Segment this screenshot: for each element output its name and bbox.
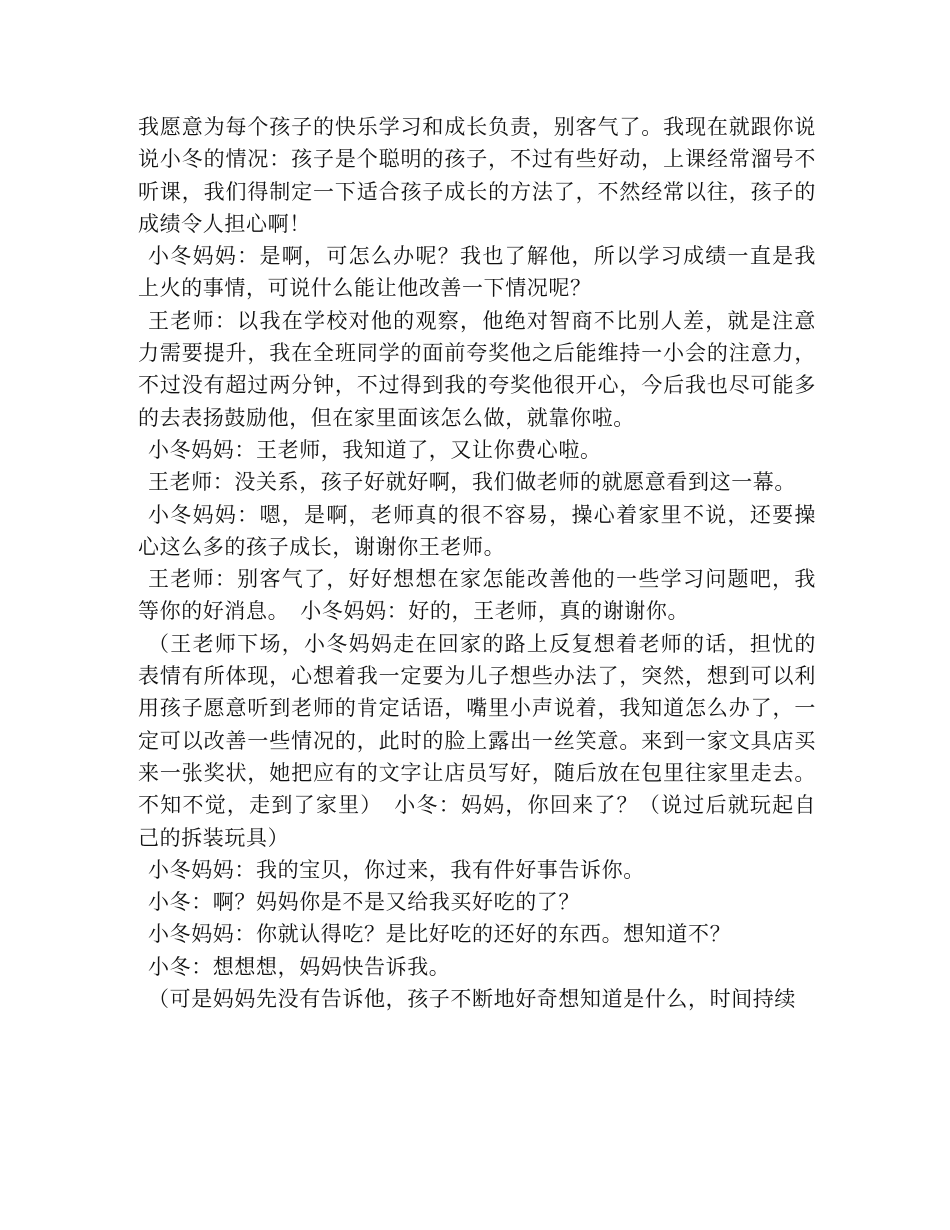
paragraph: 王老师：以我在学校对他的观察，他绝对智商不比别人差，就是注意力需要提升，我在全班同学的面前夸奖他之后能维持一小会的注意力，不过没有超过两分钟，不过得到我的夸奖他很开心，今后我也尽可能多的去表扬鼓励他，但在家里面该怎么做，就靠你啦。	[138, 308, 816, 430]
paragraph: 小冬妈妈：你就认得吃？是比好吃的还好的东西。想知道不？	[148, 922, 732, 947]
paragraph: 小冬妈妈：嗯，是啊，老师真的很不容易，操心着家里不说，还要操心这么多的孩子成长，谢谢你王老师。	[138, 502, 816, 559]
paragraph: （王老师下场，小冬妈妈走在回家的路上反复想着老师的话，担忧的表情有所体现，心想着我一定要为儿子想些办法了，突然，想到可以利用孩子愿意听到老师的肯定话语，嘴里小声说着，我知道怎么办了，一定可以改善一些情况的，此时的脸上露出一丝笑意。来到一家文具店买来一张奖状，她把应有的文字让店员写好，随后放在包里往家里走去。不知不觉，走到了家里） 小冬：妈妈，你回来了？（说过后就玩起自己的拆装玩具）	[138, 631, 816, 850]
paragraph: 小冬：啊？妈妈你是不是又给我买好吃的了？	[148, 890, 580, 915]
paragraph: （可是妈妈先没有告诉他，孩子不断地好奇想知道是什么，时间持续	[148, 987, 796, 1012]
paragraph: 王老师：别客气了，好好想想在家怎能改善他的一些学习问题吧，我等你的好消息。 小冬妈妈：好的，王老师，真的谢谢你。	[138, 567, 816, 624]
paragraph: 小冬妈妈：是啊，可怎么办呢？我也了解他，所以学习成绩一直是我上火的事情，可说什么能让他改善一下情况呢？	[138, 244, 816, 301]
paragraph: 小冬妈妈：王老师，我知道了，又让你费心啦。	[148, 437, 602, 462]
paragraph: 王老师：没关系，孩子好就好啊，我们做老师的就愿意看到这一幕。	[148, 470, 796, 495]
paragraph: 我愿意为每个孩子的快乐学习和成长负责，别客气了。我现在就跟你说说小冬的情况：孩子是个聪明的孩子，不过有些好动，上课经常溜号不听课，我们得制定一下适合孩子成长的方法了，不然经常以往，孩子的成绩令人担心啊！	[138, 115, 816, 236]
paragraph: 小冬妈妈：我的宝贝，你过来，我有件好事告诉你。	[148, 857, 645, 882]
paragraph: 小冬：想想想，妈妈快告诉我。	[148, 954, 451, 979]
document-body	[138, 111, 816, 1015]
